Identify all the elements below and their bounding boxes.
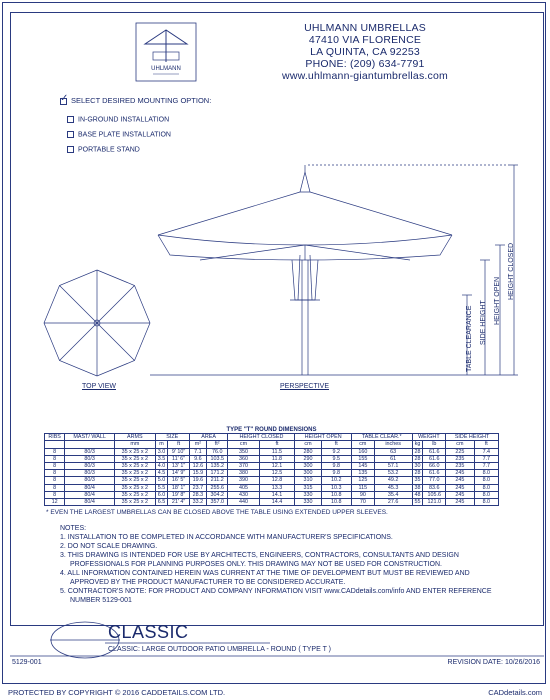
table-cell: 370 <box>228 462 259 469</box>
table-cell: 121.0 <box>423 498 446 505</box>
notes-title: NOTES: <box>60 525 87 532</box>
table-cell: 14.4 <box>259 498 295 505</box>
unit-cell: ft <box>474 441 498 448</box>
table-cell: 9.5 <box>321 455 351 462</box>
table-cell: 12.5 <box>259 470 295 477</box>
table-cell: 360 <box>228 455 259 462</box>
table-cell: 63 <box>374 448 412 455</box>
table-cell: 35 x 25 x 2 <box>114 477 155 484</box>
table-cell: 330 <box>295 498 321 505</box>
table-cell: 15.9 <box>189 470 206 477</box>
table-cell: 8.0 <box>474 491 498 498</box>
table-cell: 13.3 <box>259 484 295 491</box>
col-table-clear: TABLE CLEAR.* <box>351 434 412 441</box>
table-cell: 300 <box>295 462 321 469</box>
table-cell: 245 <box>446 477 475 484</box>
table-cell: 7.7 <box>474 455 498 462</box>
note-item: 4. ALL INFORMATION CONTAINED HEREIN WAS CURRENT AT THE TIME OF DEVELOPMENT BUT MUST BE REVIEWED AND APPROVED BY THE PRODUCT MANUFACTURER TO BE CONSIDERED ACCURATE. <box>60 570 470 586</box>
table-cell: 7.4 <box>474 448 498 455</box>
table-cell: 80/4 <box>65 491 115 498</box>
checked-box-icon <box>60 98 67 105</box>
col-arms: ARMS <box>114 434 155 441</box>
table-cell: 53.2 <box>374 470 412 477</box>
table-cell: 35 x 25 x 2 <box>114 448 155 455</box>
table-cell: 12 <box>45 498 65 505</box>
table-clearance-label: TABLE CLEARANCE <box>466 305 473 372</box>
unit-cell: mm <box>114 441 155 448</box>
table-row <box>45 477 499 484</box>
table-cell: 80/3 <box>65 462 115 469</box>
table-cell: 8 <box>45 462 65 469</box>
company-name: UHLMANN UMBRELLAS <box>304 22 426 34</box>
unit-cell: m <box>155 441 168 448</box>
table-cell: 105.6 <box>423 491 446 498</box>
table-cell: 135.2 <box>206 462 228 469</box>
option-in-ground[interactable]: IN-GROUND INSTALLATION <box>67 116 169 123</box>
table-cell: 21' 4" <box>168 498 189 505</box>
height-open-label: HEIGHT OPEN <box>494 276 501 325</box>
table-cell: 10.3 <box>321 484 351 491</box>
table-cell: 8 <box>45 455 65 462</box>
table-cell: 11.8 <box>259 455 295 462</box>
table-cell: 8.0 <box>474 498 498 505</box>
table-cell: 12.1 <box>259 462 295 469</box>
note-item: 3. THIS DRAWING IS INTENDED FOR USE BY ARCHITECTS, ENGINEERS, CONTRACTORS, CONSULTANTS AND DESIGN PROFESSIONALS FOR PLANNING PURPOSES ONLY. THIS DRAWING MAY NOT BE USED FOR CONSTRUCTION. <box>60 552 459 568</box>
unit-cell: cm <box>446 441 475 448</box>
copyright-text: PROTECTED BY COPYRIGHT © 2016 CADDETAILS.COM LTD. <box>8 688 226 697</box>
table-cell: 405 <box>228 484 259 491</box>
company-address-1: 47410 VIA FLORENCE <box>308 34 422 46</box>
table-cell: 225 <box>446 448 475 455</box>
table-cell: 45.3 <box>374 484 412 491</box>
unit-cell: cm <box>228 441 259 448</box>
note-item: 1. INSTALLATION TO BE COMPLETED IN ACCORDANCE WITH MANUFACTURER'S SPECIFICATIONS. <box>60 534 393 541</box>
unit-cell: ft <box>168 441 189 448</box>
table-cell: 28 <box>412 470 423 477</box>
table-cell: 30 <box>412 462 423 469</box>
table-cell: 155 <box>351 455 374 462</box>
table-cell: 290 <box>295 455 321 462</box>
col-height-closed: HEIGHT CLOSED <box>228 434 295 441</box>
table-cell: 8 <box>45 484 65 491</box>
table-cell: 13' 1" <box>168 462 189 469</box>
col-height-open: HEIGHT OPEN <box>295 434 352 441</box>
table-cell: 57.1 <box>374 462 412 469</box>
table-cell: 7.7 <box>474 462 498 469</box>
table-cell: 90 <box>351 491 374 498</box>
table-cell: 145 <box>351 462 374 469</box>
note-item: 2. DO NOT SCALE DRAWING. <box>60 543 158 550</box>
table-cell: 33.2 <box>189 498 206 505</box>
table-cell: 14' 9" <box>168 470 189 477</box>
unit-cell: ft <box>321 441 351 448</box>
table-cell: 61.6 <box>423 455 446 462</box>
table-cell: 11' 6" <box>168 455 189 462</box>
table-cell: 330 <box>295 491 321 498</box>
table-row <box>45 470 499 477</box>
table-cell: 245 <box>446 498 475 505</box>
table-cell: 245 <box>446 484 475 491</box>
table-cell: 35 x 25 x 2 <box>114 484 155 491</box>
table-cell: 35 x 25 x 2 <box>114 462 155 469</box>
checkbox-icon[interactable] <box>67 131 74 138</box>
table-cell: 12.8 <box>259 477 295 484</box>
table-cell: 4.5 <box>155 470 168 477</box>
table-cell: 440 <box>228 498 259 505</box>
table-cell: 35 x 25 x 2 <box>114 455 155 462</box>
table-cell: 4.0 <box>155 462 168 469</box>
table-cell: 304.2 <box>206 491 228 498</box>
unit-cell: cm <box>351 441 374 448</box>
table-cell: 18' 1" <box>168 484 189 491</box>
table-cell: 9.2 <box>321 448 351 455</box>
table-cell: 80/3 <box>65 477 115 484</box>
notes <box>60 524 500 605</box>
table-cell: 27.6 <box>374 498 412 505</box>
table-cell: 35 <box>412 477 423 484</box>
col-mast: MAST/ WALL <box>65 434 115 441</box>
table-cell: 14.1 <box>259 491 295 498</box>
col-size: SIZE <box>155 434 189 441</box>
unit-cell: m² <box>189 441 206 448</box>
company-phone: PHONE: (209) 634-7791 <box>305 58 425 70</box>
table-cell: 83.6 <box>423 484 446 491</box>
table-cell: 10.2 <box>321 477 351 484</box>
table-cell: 390 <box>228 477 259 484</box>
table-cell: 8.0 <box>474 477 498 484</box>
footnote: * EVEN THE LARGEST UMBRELLAS CAN BE CLOSED ABOVE THE TABLE USING EXTENDED UPPER SLEEVES. <box>46 509 388 516</box>
table-cell: 77.0 <box>423 477 446 484</box>
table-cell: 5.5 <box>155 484 168 491</box>
table-cell: 28 <box>412 448 423 455</box>
table-cell: 80/3 <box>65 470 115 477</box>
table-cell: 171.2 <box>206 470 228 477</box>
unit-cell: inches <box>374 441 412 448</box>
table-cell: 8 <box>45 448 65 455</box>
table-cell: 35 x 25 x 2 <box>114 470 155 477</box>
table-cell: 310 <box>295 477 321 484</box>
checkbox-icon[interactable] <box>67 146 74 153</box>
table-row <box>45 491 499 498</box>
table-cell: 28 <box>412 455 423 462</box>
table-cell: 160 <box>351 448 374 455</box>
table-row <box>45 498 499 505</box>
table-cell: 8 <box>45 477 65 484</box>
top-view-label: TOP VIEW <box>82 383 116 390</box>
table-cell: 28.3 <box>189 491 206 498</box>
unit-cell: ft² <box>206 441 228 448</box>
table-cell: 300 <box>295 470 321 477</box>
table-cell: 8 <box>45 491 65 498</box>
table-row <box>45 455 499 462</box>
table-cell: 9.6 <box>189 455 206 462</box>
height-closed-label: HEIGHT CLOSED <box>508 242 515 300</box>
col-side-height: SIDE HEIGHT <box>446 434 499 441</box>
note-item: 5. CONTRACTOR'S NOTE: FOR PRODUCT AND COMPANY INFORMATION VISIT www.CADdetails.com/info AND ENTER REFERENCE NUMBER 5129-001 <box>60 588 492 604</box>
table-cell: 245 <box>446 491 475 498</box>
table-cell: 35 x 25 x 2 <box>114 491 155 498</box>
company-website: www.uhlmann-giantumbrellas.com <box>282 70 448 82</box>
dimensions-table <box>44 427 499 506</box>
company-address-2: LA QUINTA, CA 92253 <box>310 46 420 58</box>
company-info <box>255 22 475 82</box>
table-cell: 11.5 <box>259 448 295 455</box>
drawing-subtitle: CLASSIC: LARGE OUTDOOR PATIO UMBRELLA - ROUND ( TYPE T ) <box>108 646 332 653</box>
svg-text:UHLMANN: UHLMANN <box>151 66 181 72</box>
unit-cell <box>65 441 115 448</box>
sheet-number: 5129-001 <box>12 659 42 666</box>
table-cell: 135 <box>351 470 374 477</box>
table-cell: 80/3 <box>65 455 115 462</box>
table-cell: 211.2 <box>206 477 228 484</box>
table-cell: 66.0 <box>423 462 446 469</box>
table-cell: 70 <box>351 498 374 505</box>
top-view-drawing <box>42 268 152 378</box>
table-cell: 38 <box>412 484 423 491</box>
table-cell: 19.6 <box>189 477 206 484</box>
unit-cell: lb <box>423 441 446 448</box>
table-cell: 49.2 <box>374 477 412 484</box>
table-cell: 80/4 <box>65 484 115 491</box>
table-cell: 315 <box>295 484 321 491</box>
unit-cell <box>45 441 65 448</box>
col-ribs: RIBS <box>45 434 65 441</box>
table-row <box>45 484 499 491</box>
table-cell: 80/3 <box>65 448 115 455</box>
table-cell: 3.0 <box>155 448 168 455</box>
table-cell: 3.5 <box>155 455 168 462</box>
side-height-label: SIDE HEIGHT <box>480 300 487 345</box>
table-cell: 245 <box>446 470 475 477</box>
table-cell: 76.0 <box>206 448 228 455</box>
table-cell: 9.8 <box>321 462 351 469</box>
table-cell: 125 <box>351 477 374 484</box>
table-cell: 9.8 <box>321 470 351 477</box>
unit-cell: cm <box>295 441 321 448</box>
table-cell: 8.0 <box>474 470 498 477</box>
table-cell: 430 <box>228 491 259 498</box>
table-cell: 12.6 <box>189 462 206 469</box>
table-cell: 61.6 <box>423 470 446 477</box>
table-cell: 280 <box>295 448 321 455</box>
table-cell: 55 <box>412 498 423 505</box>
revision-date: REVISION DATE: 10/26/2016 <box>447 659 540 666</box>
table-cell: 8 <box>45 470 65 477</box>
col-area: AREA <box>189 434 228 441</box>
checkbox-icon[interactable] <box>67 116 74 123</box>
table-cell: 6.0 <box>155 491 168 498</box>
unit-cell: ft <box>259 441 295 448</box>
table-cell: 115 <box>351 484 374 491</box>
table-cell: 255.6 <box>206 484 228 491</box>
drawing-title: CLASSIC <box>108 622 189 642</box>
option-base-plate[interactable]: BASE PLATE INSTALLATION <box>67 131 171 138</box>
table-row <box>45 462 499 469</box>
unit-cell: kg <box>412 441 423 448</box>
table-cell: 6.5 <box>155 498 168 505</box>
table-cell: 23.7 <box>189 484 206 491</box>
table-cell: 5.0 <box>155 477 168 484</box>
table-cell: 10.8 <box>321 498 351 505</box>
uhlmann-logo <box>135 22 197 82</box>
table-cell: 380 <box>228 470 259 477</box>
table-cell: 61.6 <box>423 448 446 455</box>
table-row <box>45 448 499 455</box>
table-cell: 235 <box>446 455 475 462</box>
table-cell: 8.0 <box>474 484 498 491</box>
table-caption: TYPE "T" ROUND DIMENSIONS <box>226 427 317 434</box>
table-cell: 48 <box>412 491 423 498</box>
table-cell: 35 x 25 x 2 <box>114 498 155 505</box>
caddetails-link[interactable]: CADdetails.com <box>488 688 542 697</box>
perspective-label: PERSPECTIVE <box>280 383 330 390</box>
mounting-option-title: ✓SELECT DESIRED MOUNTING OPTION: <box>60 96 211 105</box>
table-cell: 16' 5" <box>168 477 189 484</box>
table-cell: 61 <box>374 455 412 462</box>
table-cell: 235 <box>446 462 475 469</box>
table-cell: 7.1 <box>189 448 206 455</box>
perspective-drawing <box>150 160 520 385</box>
table-cell: 10.8 <box>321 491 351 498</box>
table-cell: 103.5 <box>206 455 228 462</box>
col-weight: WEIGHT <box>412 434 446 441</box>
footer <box>0 684 550 700</box>
table-cell: 19' 8" <box>168 491 189 498</box>
table-cell: 350 <box>228 448 259 455</box>
option-portable-stand[interactable]: PORTABLE STAND <box>67 146 140 153</box>
table-cell: 80/4 <box>65 498 115 505</box>
table-cell: 9' 10" <box>168 448 189 455</box>
table-cell: 35.4 <box>374 491 412 498</box>
table-cell: 357.0 <box>206 498 228 505</box>
